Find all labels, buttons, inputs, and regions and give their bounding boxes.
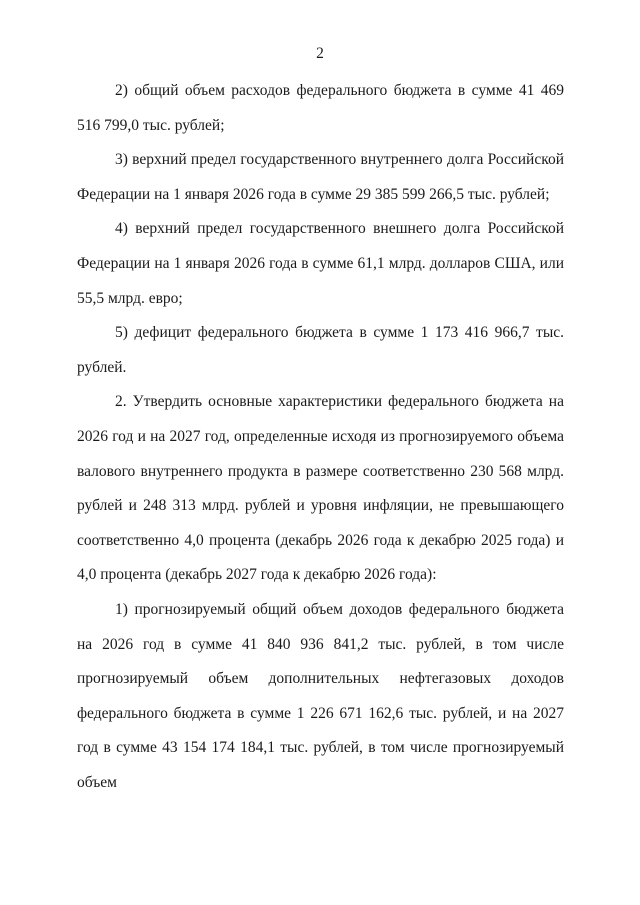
paragraph-budget-characteristics-2026-2027: 2. Утвердить основные характеристики федерального бюджета на 2026 год и на 2027 год, определенные исходя из прогнозируемого объема валового внутреннего продукта в размере соответственно 230 568 млрд. рублей и 248 313 млрд. рублей и уровня инфляции, не превышающего соответственно 4,0 процента (декабрь 2026 года к декабрю 2025 года) и 4,0 процента (декабрь 2027 года к декабрю 2026 года): <box>77 393 564 584</box>
paragraph-forecast-revenues: 1) прогнозируемый общий объем доходов федерального бюджета на 2026 год в сумме 41 840 936 841,2 тыс. рублей, в том числе прогнозируемый объем дополнительных нефтегазовых доходов федерального бюджета в сумме 1 226 671 162,6 тыс. рублей, и на 2027 год в сумме 43 154 174 184,1 тыс. рублей, в том числе прогнозируемый объем <box>77 600 564 791</box>
paragraph-budget-deficit: 5) дефицит федерального бюджета в сумме 1 173 416 966,7 тыс. рублей. <box>77 324 564 376</box>
paragraph-external-debt-limit: 4) верхний предел государственного внешнего долга Российской Федерации на 1 января 2026 года в сумме 61,1 млрд. долларов США, или 55,5 млрд. евро; <box>77 220 564 307</box>
page-number: 2 <box>316 45 324 62</box>
document-body <box>77 74 564 800</box>
paragraph-total-expenditures: 2) общий объем расходов федерального бюджета в сумме 41 469 516 799,0 тыс. рублей; <box>77 82 564 134</box>
paragraph-internal-debt-limit: 3) верхний предел государственного внутреннего долга Российской Федерации на 1 января 2026 года в сумме 29 385 599 266,5 тыс. рублей; <box>77 151 564 203</box>
